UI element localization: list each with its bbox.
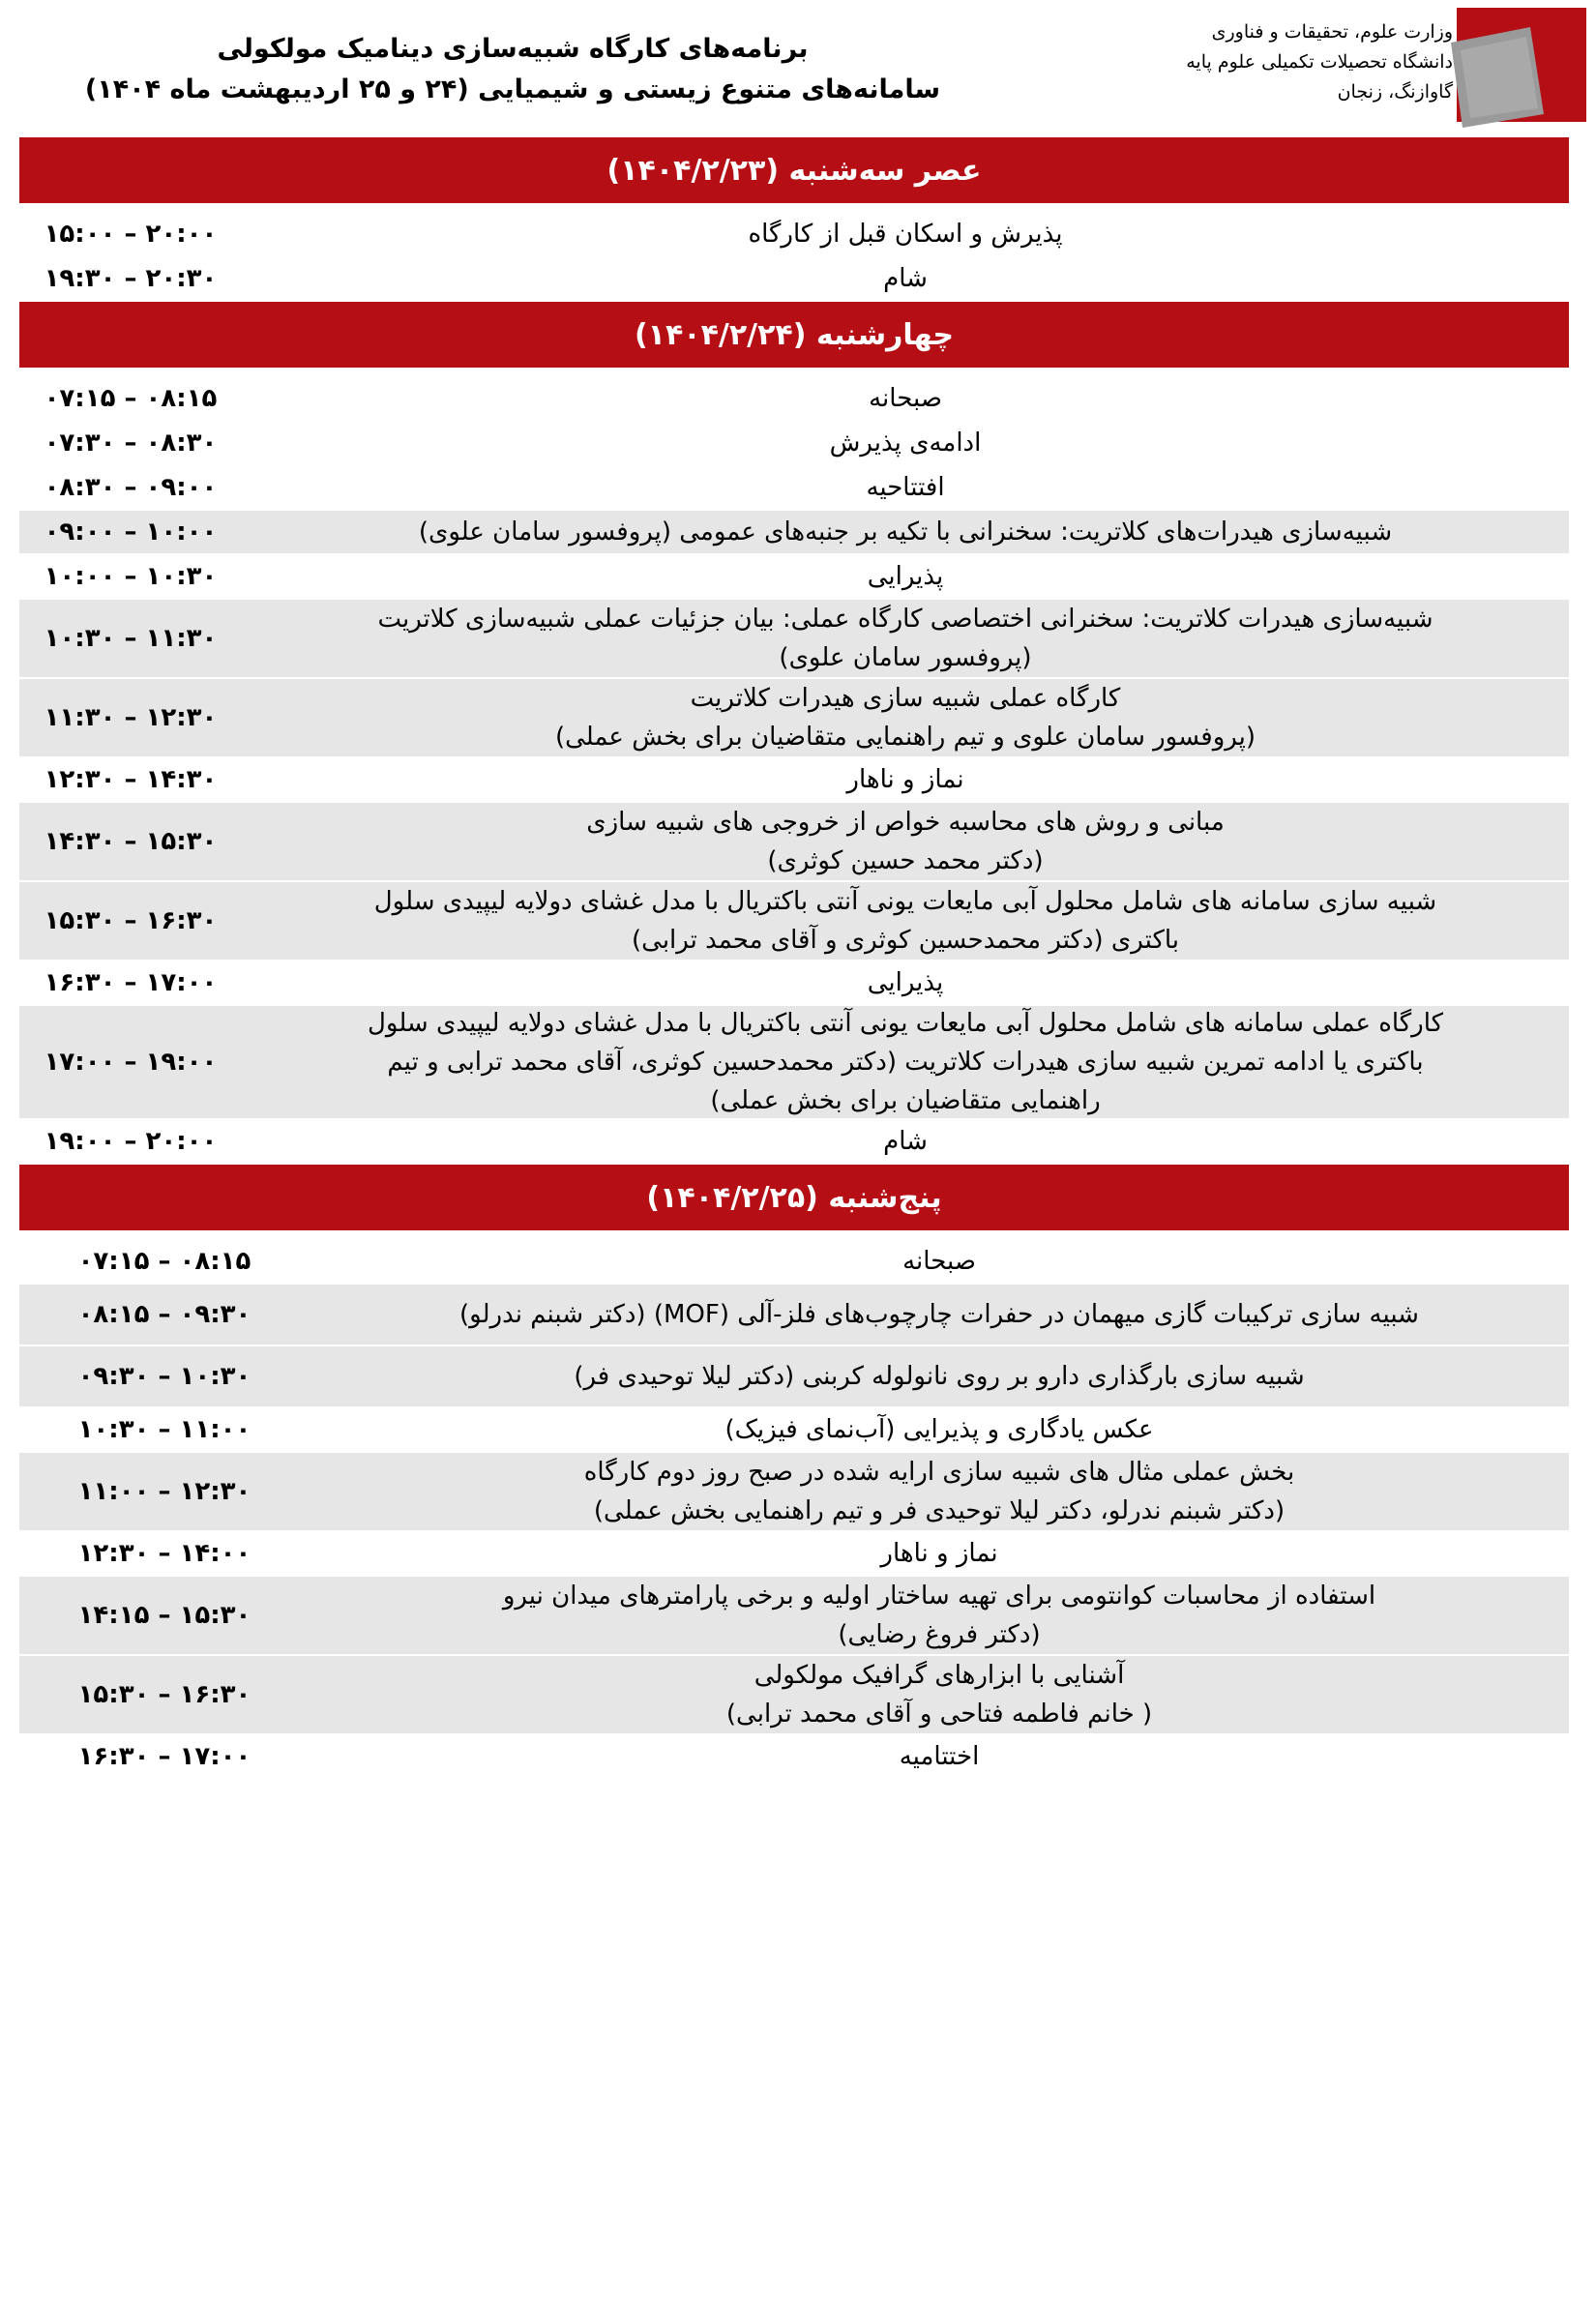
time-range: ۱۱:۳۰ – ۱۲:۳۰ [44,703,218,732]
title-line: برنامه‌های کارگاه شبیه‌سازی دینامیک مولکولی [217,34,809,64]
schedule-row [19,600,1569,679]
event-line: شبیه سازی سامانه های شامل محلول آبی مایعات یونی آنتی باکتریال با مدل غشای دولایه لیپیدی سلول [373,887,1437,916]
institution-text [1112,17,1453,107]
schedule-row [19,1006,1569,1120]
event-line: پذیرش و اسکان قبل از کارگاه [748,220,1063,249]
event-line: (دکتر شبنم ندرلو، دکتر لیلا توحیدی فر و تیم راهنمایی بخش عملی) [593,1496,1286,1525]
event-line: ( خانم فاطمه فتاحی و آقای محمد ترابی) [725,1700,1153,1729]
event-line: کارگاه عملی شبیه سازی هیدرات کلاتریت [690,684,1121,713]
time-range: ۱۰:۳۰ – ۱۱:۳۰ [44,624,218,653]
page-title [77,29,948,110]
time-range: ۰۷:۱۵ – ۰۸:۱۵ [77,1247,251,1276]
page-header [0,0,1596,135]
event-line: افتتاحیه [866,473,945,502]
time-range: ۰۹:۳۰ – ۱۰:۳۰ [77,1362,251,1391]
event-line: کارگاه عملی سامانه های شامل محلول آبی مایعات یونی آنتی باکتریال با مدل غشای دولایه لیپیدی سلول [368,1009,1443,1038]
schedule-row [19,1285,1569,1346]
event-line: (دکتر محمد حسین کوثری) [767,846,1044,875]
schedule-row [19,882,1569,961]
schedule-row [19,257,1569,302]
event-line: باکتری یا ادامه تمرین شبیه سازی هیدرات کلاتریت (دکتر محمدحسین کوثری، آقای محمد ترابی و تیم [387,1048,1424,1077]
event-line: شام [883,1127,928,1156]
time-range: ۱۴:۱۵ – ۱۵:۳۰ [77,1601,251,1630]
title-line: سامانه‌های متنوع زیستی و شیمیایی (۲۴ و ۲۵ اردیبهشت ماه ۱۴۰۴) [84,74,941,104]
logo-mark-icon [1451,8,1586,133]
time-range: ۱۵:۳۰ – ۱۶:۳۰ [44,906,218,935]
event-description [310,1349,1569,1404]
event-line: استفاده از محاسبات کوانتومی برای تهیه ساختار اولیه و برخی پارامترهای میدان نیرو [502,1582,1376,1611]
time-range: ۱۶:۳۰ – ۱۷:۰۰ [44,968,218,997]
event-line: (دکتر فروغ رضایی) [838,1620,1041,1649]
event-description [310,1648,1569,1741]
ministry-line: دانشگاه تحصیلات تکمیلی علوم پایه [1186,51,1453,73]
day-section [19,302,1569,1165]
schedule-row [19,1346,1569,1408]
time-range: ۱۰:۰۰ – ۱۰:۳۰ [44,562,218,591]
event-description [310,1445,1569,1538]
event-description [310,1730,1569,1784]
event-line: شبیه سازی بارگذاری دارو بر روی نانولوله کربنی (دکتر لیلا توحیدی فر) [574,1362,1305,1391]
event-line: شبیه‌سازی هیدرات‌های کلاتریت: سخنرانی با تکیه بر جنبه‌های عمومی (پروفسور سامان علوی) [418,517,1393,547]
schedule-row [19,1120,1569,1165]
schedule-row [19,1577,1569,1656]
ministry-line: وزارت علوم، تحقیقات و فناوری [1211,21,1453,43]
event-description [242,874,1569,967]
time-range: ۰۷:۳۰ – ۰۸:۳۰ [44,429,218,458]
day-section [19,137,1569,302]
event-line: بخش عملی مثال های شبیه سازی ارایه شده در صبح روز دوم کارگاه [583,1458,1295,1487]
event-description [242,251,1569,306]
schedule-row [19,679,1569,758]
event-line: پذیرایی [867,968,944,997]
event-line: (پروفسور سامان علوی و تیم راهنمایی متقاضیان برای بخش عملی) [554,723,1256,752]
ministry-line: گاوازنگ، زنجان [1337,81,1453,103]
event-line: صبحانه [869,384,942,413]
day-header: عصر سه‌شنبه (۱۴۰۴/۲/۲۳) [19,137,1569,203]
schedule-row [19,803,1569,882]
time-range: ۱۰:۳۰ – ۱۱:۰۰ [77,1415,251,1444]
time-range: ۱۶:۳۰ – ۱۷:۰۰ [77,1742,251,1771]
time-range: ۰۹:۰۰ – ۱۰:۰۰ [44,517,218,547]
event-line: (پروفسور سامان علوی) [779,643,1032,672]
event-line: پذیرایی [867,562,944,591]
event-line: باکتری (دکتر محمدحسین کوثری و آقای محمد ترابی) [632,926,1179,955]
event-line: شبیه سازی ترکیبات گازی میهمان در حفرات چارچوب‌های فلز-آلی (MOF) (دکتر شبنم ندرلو) [459,1300,1419,1329]
event-line: اختتامیه [899,1742,980,1771]
event-line: شام [883,264,928,293]
event-line: عکس یادگاری و پذیرایی (آب‌نمای فیزیک) [724,1415,1154,1444]
event-line: صبحانه [902,1247,976,1276]
time-range: ۱۹:۳۰ – ۲۰:۳۰ [44,264,218,293]
event-line: شبیه‌سازی هیدرات کلاتریت: سخنرانی اختصاصی کارگاه عملی: بیان جزئیات عملی شبیه‌سازی کلاتریت [377,605,1433,634]
event-line: ادامه‌ی پذیرش [829,429,982,458]
event-line: نماز و ناهار [880,1539,998,1568]
time-range: ۰۷:۱۵ – ۰۸:۱۵ [44,384,218,413]
time-range: ۱۲:۳۰ – ۱۴:۳۰ [44,765,218,794]
time-range: ۰۸:۳۰ – ۰۹:۰۰ [44,473,218,502]
event-line: راهنمایی متقاضیان برای بخش عملی) [710,1086,1101,1115]
time-range: ۱۵:۳۰ – ۱۶:۳۰ [77,1680,251,1709]
day-section [19,1165,1569,1780]
event-description [310,1234,1569,1288]
event-line: آشنایی با ابزارهای گرافیک مولکولی [754,1661,1125,1690]
event-description [242,1114,1569,1168]
time-range: ۱۹:۰۰ – ۲۰:۰۰ [44,1127,218,1156]
time-range: ۱۴:۳۰ – ۱۵:۳۰ [44,827,218,856]
schedule-row [19,1735,1569,1780]
university-logo [1451,8,1586,133]
schedule-row [19,1240,1569,1285]
time-range: ۱۱:۰۰ – ۱۲:۳۰ [77,1477,251,1506]
schedule-table [19,137,1569,1780]
event-line: نماز و ناهار [846,765,964,794]
event-line: مبانی و روش های محاسبه خواص از خروجی های شبیه سازی [586,808,1225,837]
time-range: ۰۸:۱۵ – ۰۹:۳۰ [77,1300,251,1329]
time-range: ۱۲:۳۰ – ۱۴:۰۰ [77,1539,251,1568]
day-header: چهارشنبه (۱۴۰۴/۲/۲۴) [19,302,1569,368]
time-range: ۱۷:۰۰ – ۱۹:۰۰ [44,1048,218,1077]
schedule-row [19,1453,1569,1532]
event-description [242,996,1569,1128]
event-description [242,671,1569,764]
schedule-row [19,1656,1569,1735]
day-header: پنج‌شنبه (۱۴۰۴/۲/۲۵) [19,1165,1569,1230]
time-range: ۱۵:۰۰ – ۲۰:۰۰ [44,220,218,249]
event-description [310,1287,1569,1342]
